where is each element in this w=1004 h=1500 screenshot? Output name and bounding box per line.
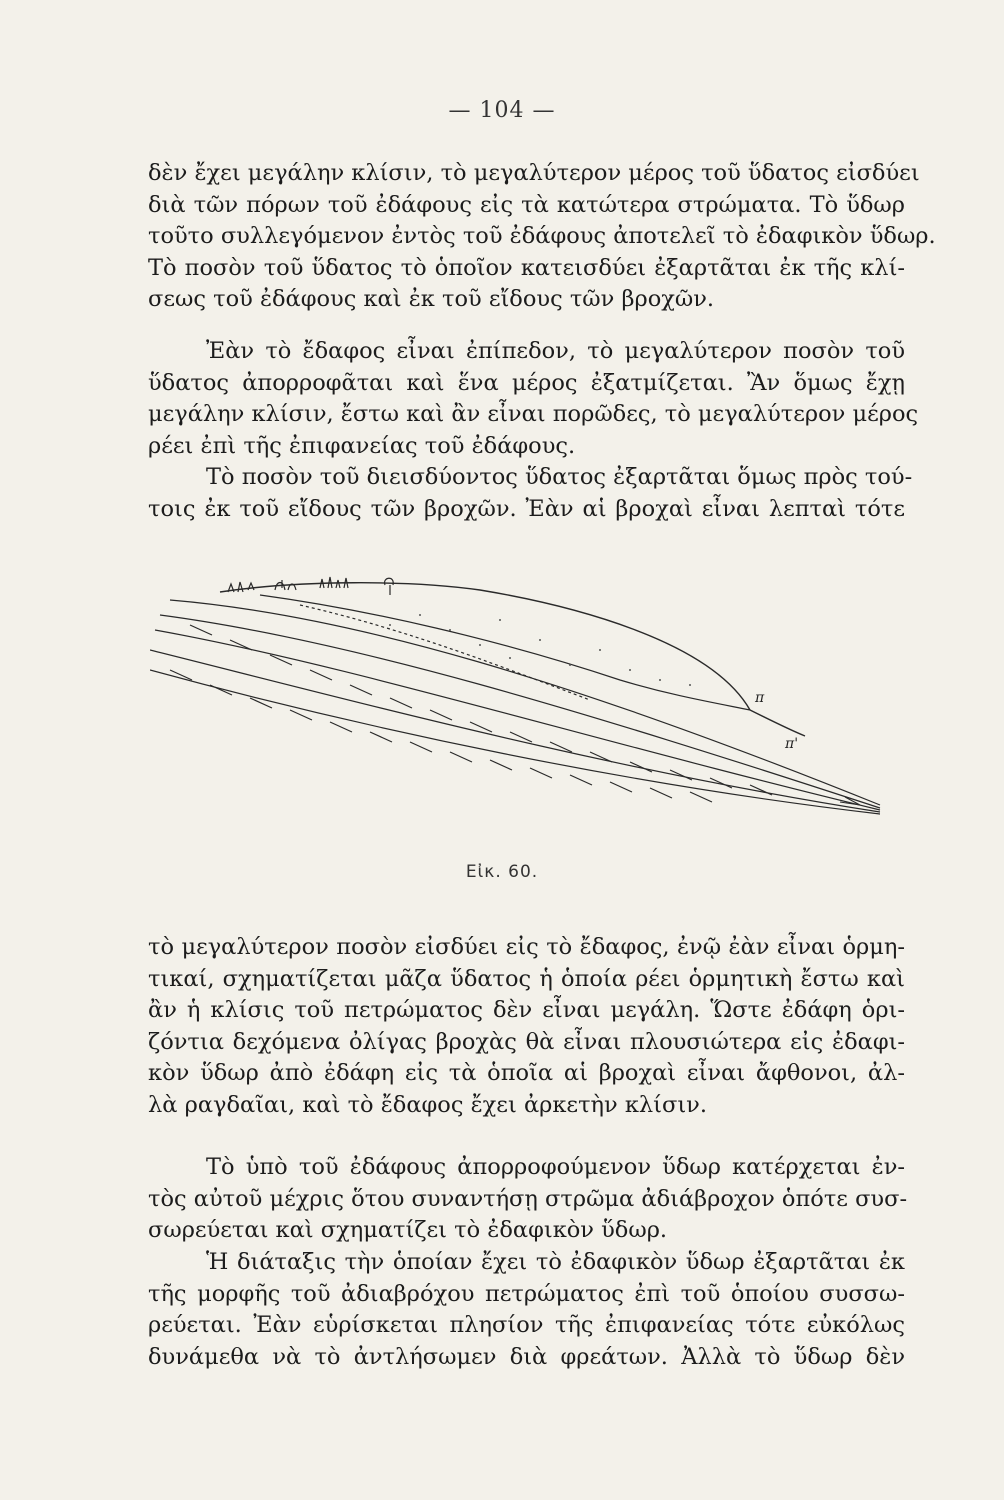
paragraph-1 <box>148 158 936 316</box>
geological-cross-section-figure <box>150 570 890 830</box>
paragraph-2 <box>148 336 919 462</box>
text-line: ὕδατος ἀπορροφᾶται καὶ ἕνα μέρος ἐξατμίζεται. Ἂν ὅμως ἔχῃ <box>148 369 905 396</box>
text-line: Ἐὰν τὸ ἔδαφος εἶναι ἐπίπεδον, τὸ μεγαλύτερον ποσὸν τοῦ <box>206 338 905 364</box>
text-line: Τὸ ὑπὸ τοῦ ἐδάφους ἀπορροφούμενον ὕδωρ κατέρχεται ἐν- <box>206 1154 905 1180</box>
text-line: τῆς μορφῆς τοῦ ἀδιαβρόχου πετρώματος ἐπὶ τοῦ ὁποίου συσσω- <box>148 1280 905 1307</box>
paragraph-3 <box>148 462 913 525</box>
text-line: μεγάλην κλίσιν, ἔστω καὶ ἂν εἶναι πορῶδες, τὸ μεγαλύτερον μέρος <box>148 401 919 427</box>
text-line: τὸ μεγαλύτερον ποσὸν εἰσδύει εἰς τὸ ἔδαφος, ἐνῷ ἐὰν εἶναι ὁρμη- <box>148 934 905 960</box>
text-line: ζόντια δεχόμενα ὀλίγας βροχὰς θὰ εἶναι πλουσιώτερα εἰς ἐδαφι- <box>148 1028 905 1055</box>
figure-caption: Εἰκ. 60. <box>465 862 539 882</box>
text-line: λὰ ραγδαῖαι, καὶ τὸ ἔδαφος ἔχει ἀρκετὴν κλίσιν. <box>148 1091 707 1118</box>
figure-label-pi-prime: π' <box>785 736 799 752</box>
text-line: διὰ τῶν πόρων τοῦ ἐδάφους εἰς τὰ κατώτερα στρώματα. Τὸ ὕδωρ <box>148 191 905 218</box>
paragraph-5 <box>148 1152 908 1247</box>
text-line: δυνάμεθα νὰ τὸ ἀντλήσωμεν διὰ φρεάτων. Ἀλλὰ τὸ ὕδωρ δὲν <box>148 1343 905 1370</box>
text-line: ἂν ἡ κλίσις τοῦ πετρώματος δὲν εἶναι μεγάλη. Ὥστε ἐδάφη ὁρι- <box>148 997 905 1023</box>
text-line: σωρεύεται καὶ σχηματίζει τὸ ἐδαφικὸν ὕδωρ. <box>148 1217 668 1243</box>
page-number: — 104 — <box>448 98 556 123</box>
text-line: Ἡ διάταξις τὴν ὁποίαν ἔχει τὸ ἐδαφικὸν ὕδωρ ἐξαρτᾶται ἐκ <box>206 1249 905 1275</box>
text-line: κὸν ὕδωρ ἀπὸ ἐδάφη εἰς τὰ ὁποῖα αἱ βροχαὶ εἶναι ἄφθονοι, ἀλ- <box>148 1060 905 1086</box>
text-line: ρέει ἐπὶ τῆς ἐπιφανείας τοῦ ἐδάφους. <box>148 432 576 459</box>
text-line: τικαί, σχηματίζεται μᾶζα ὕδατος ἡ ὁποία ρέει ὁρμητικὴ ἔστω καὶ <box>148 965 905 992</box>
text-line: τοῦτο συλλεγόμενον ἐντὸς τοῦ ἐδάφους ἀποτελεῖ τὸ ἐδαφικὸν ὕδωρ. <box>148 223 936 249</box>
figure-label-pi: π <box>755 690 765 706</box>
paragraph-4 <box>148 932 905 1121</box>
text-line: δὲν ἔχει μεγάλην κλίσιν, τὸ μεγαλύτερον μέρος τοῦ ὕδατος εἰσδύει <box>148 160 920 186</box>
text-line: Τὸ ποσὸν τοῦ ὕδατος τὸ ὁποῖον κατεισδύει ἐξαρτᾶται ἐκ τῆς κλί- <box>148 254 905 281</box>
text-line: σεως τοῦ ἐδάφους καὶ ἐκ τοῦ εἴδους τῶν βροχῶν. <box>148 286 715 312</box>
text-line: ρεύεται. Ἐὰν εὑρίσκεται πλησίον τῆς ἐπιφανείας τότε εὐκόλως <box>148 1312 905 1338</box>
text-line: τοις ἐκ τοῦ εἴδους τῶν βροχῶν. Ἐὰν αἱ βροχαὶ εἶναι λεπταὶ τότε <box>148 495 905 522</box>
paragraph-6 <box>148 1247 905 1373</box>
text-line: Τὸ ποσὸν τοῦ διεισδύοντος ὕδατος ἐξαρτᾶται ὅμως πρὸς τού- <box>206 464 913 490</box>
text-line: τὸς αὐτοῦ μέχρις ὅτου συναντήσῃ στρῶμα ἀδιάβροχον ὁπότε συσ- <box>148 1185 908 1212</box>
